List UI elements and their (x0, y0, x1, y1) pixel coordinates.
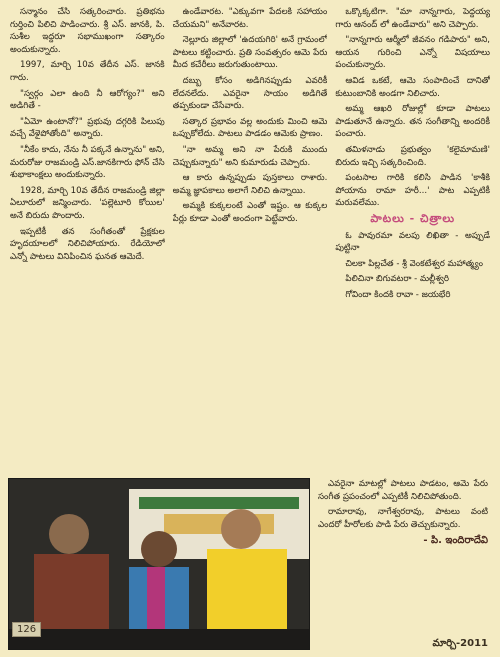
felicitation-photo-illustration (9, 479, 309, 649)
paragraph: ఉండేవారట. "ఎక్కువగా పేదలకి సహాయం చేయమని" అనేవారట. (172, 7, 328, 30)
list-item: ఓ పావురమా వలపు లిఖితా - అప్పుడే పుట్టినా (335, 230, 491, 254)
column-3 (335, 6, 490, 476)
article-columns (10, 6, 490, 476)
paragraph: "నాన్నగారు ఆర్మీలో జీవనం గడిపారు" అని, ఆయన గురించి ఎన్నో విషయాలు పంచుకున్నారు. (335, 35, 491, 71)
paragraph: దబ్బు కోసం అడిగినప్పుడు ఎవరికీ లేదనలేదు. ఎవరైనా సాయం అడిగితే తప్పకుండా చేసేవారు. (172, 75, 328, 112)
list-item: పిలిచినా బిగువటరా - మల్లీశ్వరి (345, 274, 449, 285)
paragraph: ఇప్పటికీ తన సంగీతంతో ప్రేక్షకుల హృదయాలలో నిలిచిపోయారు. రేడియోలో ఎన్నో పాటలు వినిపించిన ఘనత ఆమెదే. (10, 226, 165, 262)
paragraph: నెల్లూరు జిల్లాలో 'ఉదయగిరి' అనే గ్రామంలో పాటలు కట్టించారు. ప్రతి సంవత్సరం ఆమె పేరు మీద కచేరీలు జరుగుతుంటాయి. (172, 35, 328, 71)
list-item: చిలకా పిల్లచేత - శ్రీ వెంకటేశ్వర మహాత్మ్యం (345, 258, 483, 269)
paragraph: సత్కార ప్రభావం వల్ల అందుకు మించి ఆమె ఒప్పుకోలేదు. పాటలు పాడడం ఆమెకు ప్రాణం. (172, 116, 328, 140)
paragraph: అమ్మకి కుక్కలంటే ఎంతో ఇష్టం. ఆ కుక్కల పేర్లు కూడా ఎంతో అందంగా పెట్టేవారు. (172, 201, 328, 224)
event-photo (8, 478, 310, 650)
page-number: 126 (12, 622, 41, 637)
list-item: గోవిందా కిందకి రావా - జయభేరి (345, 289, 451, 300)
paragraph: ఆ కారు ఉన్నప్పుడు పుస్తకాలు రాశారు. అమ్మ జ్ఞాపకాలు అలాగే నిలిచి ఉన్నాయి. (172, 173, 328, 196)
paragraph: తమిళనాడు ప్రభుత్వం 'కలైమామణి' బిరుదు ఇచ్చి సత్కరించింది. (335, 144, 491, 168)
paragraph: "స్వర్గం ఎలా ఉంది నీ ఆరోగ్యం?" అని అడిగితే - (10, 88, 165, 112)
paragraph: సన్మానం చేసి సత్కరించారు. ప్రతిభను గుర్తించి పిలిచి పాడించారు. శ్రీ ఎస్. జానకి, పి. సుశీల ఇద్దరూ సభాముఖంగా సత్కారం అందుకున్నారు. (10, 7, 165, 55)
issue-date: మార్చి-2011 (432, 638, 488, 649)
paragraph: ఆవిడ ఒకటే, ఆమె సంపాదించే దానితో కుటుంబానికి అండగా నిలిచారు. (335, 75, 491, 99)
column-2 (173, 6, 328, 476)
column-1 (10, 6, 165, 476)
paragraph: "ఏమో ఉంటానో?" ప్రభువు దగ్గరికి పిలుపు వచ్చే వేళైపోతోంది" అన్నారు. (10, 116, 165, 140)
paragraph: ఒక్కొక్కటిగా. "మా నాన్నగారు, పెద్దయ్య గారు ఆనంద్ లో ఉండేవారు" అని చెప్పారు. (335, 7, 491, 30)
section-subheading: పాటలు - చిత్రాలు (370, 211, 456, 225)
paragraph: ఎవరైనా మాటల్లో పాటలు పాడటం, ఆమె పేరు సంగీత ప్రపంచంలో ఎప్పటికీ నిలిచిపోతుంది. (318, 479, 488, 502)
text-beside-photo (318, 478, 488, 548)
paragraph: "నా అమ్మ అని నా పేరుకి ముందు చెప్పుకున్నారు" అని కుమారుడు చెప్పారు. (172, 144, 328, 168)
paragraph: పంటసాల గారికి కలిసి పాడిన 'కాశీకి పోయాను రామా హరీ...' పాట ఎప్పటికీ మరువలేము. (335, 173, 491, 209)
paragraph: అమ్మ ఆఖరి రోజుల్లో కూడా పాటలు పాడుతూనే ఉన్నారు. తన సంగీతాన్ని అందరికీ పంచారు. (335, 104, 491, 140)
paragraph: 1928, మార్చి 10వ తేదీన రాజమండ్రి జిల్లా ఏలూరులో జన్మించారు. 'పల్లెటూరి కోయిల' అనే బిరుదు పొందారు. (10, 185, 165, 221)
author-signature: - పి. ఇందిరాదేవి (423, 535, 488, 547)
paragraph: రామారావు, నాగేశ్వరరావు, పాటలు వంటి ఎందరో హీరోలకు పాడి పేరు తెచ్చుకున్నారు. (318, 507, 488, 530)
paragraph: 1997, మార్చి 10వ తేదీన ఎస్. జానకి గారు. (10, 60, 165, 83)
paragraph: "నీకేం కాదు, నేను నీ పక్కనే ఉన్నాను" అని, మరురోజు రాజమండ్రి ఎస్.జానకిగారు ఫోన్ చేసి శుభాకాంక్షలు అందుకున్నారు. (10, 144, 165, 181)
